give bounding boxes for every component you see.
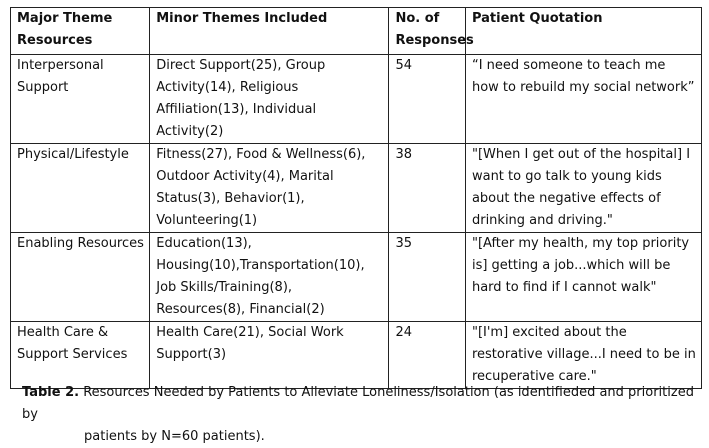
cell-minor-themes: Fitness(27), Food & Wellness(6), Outdoor Activity(4), Marital Status(3), Behavior(1), Volunteering(1) xyxy=(150,144,389,233)
cell-responses: 38 xyxy=(389,144,466,233)
cell-responses: 35 xyxy=(389,233,466,322)
cell-responses: 24 xyxy=(389,322,466,389)
cell-minor-themes: Direct Support(25), Group Activity(14), Religious Affiliation(13), Individual Activity(2) xyxy=(150,55,389,144)
table-caption xyxy=(22,382,697,448)
cell-quotation: "[When I get out of the hospital] I want to go talk to young kids about the negative effects of drinking and driving." xyxy=(465,144,701,233)
table-row xyxy=(11,322,702,389)
table-row xyxy=(11,144,702,233)
cell-major-theme: Enabling Resources xyxy=(11,233,150,322)
table-row xyxy=(11,233,702,322)
caption-text-line1: Resources Needed by Patients to Alleviate Loneliness/Isolation (as identifieded and prioritized by xyxy=(22,385,694,422)
caption-text-line2: patients by N=60 patients). xyxy=(84,429,265,444)
header-major-theme: Major Theme Resources xyxy=(11,8,150,55)
header-minor-themes: Minor Themes Included xyxy=(150,8,389,55)
header-responses: No. of Responses xyxy=(389,8,466,55)
cell-quotation: "[I'm] excited about the restorative village...I need to be in recuperative care." xyxy=(465,322,701,389)
resources-table xyxy=(10,7,702,389)
cell-minor-themes: Health Care(21), Social Work Support(3) xyxy=(150,322,389,389)
cell-responses: 54 xyxy=(389,55,466,144)
table-row xyxy=(11,55,702,144)
caption-label: Table 2. xyxy=(22,385,80,400)
cell-quotation: “I need someone to teach me how to rebuild my social network” xyxy=(465,55,701,144)
cell-quotation: "[After my health, my top priority is] getting a job...which will be hard to find if I cannot walk" xyxy=(465,233,701,322)
cell-major-theme: Interpersonal Support xyxy=(11,55,150,144)
cell-major-theme: Health Care & Support Services xyxy=(11,322,150,389)
cell-minor-themes: Education(13), Housing(10),Transportation(10), Job Skills/Training(8), Resources(8), Financial(2) xyxy=(150,233,389,322)
cell-major-theme: Physical/Lifestyle xyxy=(11,144,150,233)
header-quotation: Patient Quotation xyxy=(465,8,701,55)
table-header-row xyxy=(11,8,702,55)
